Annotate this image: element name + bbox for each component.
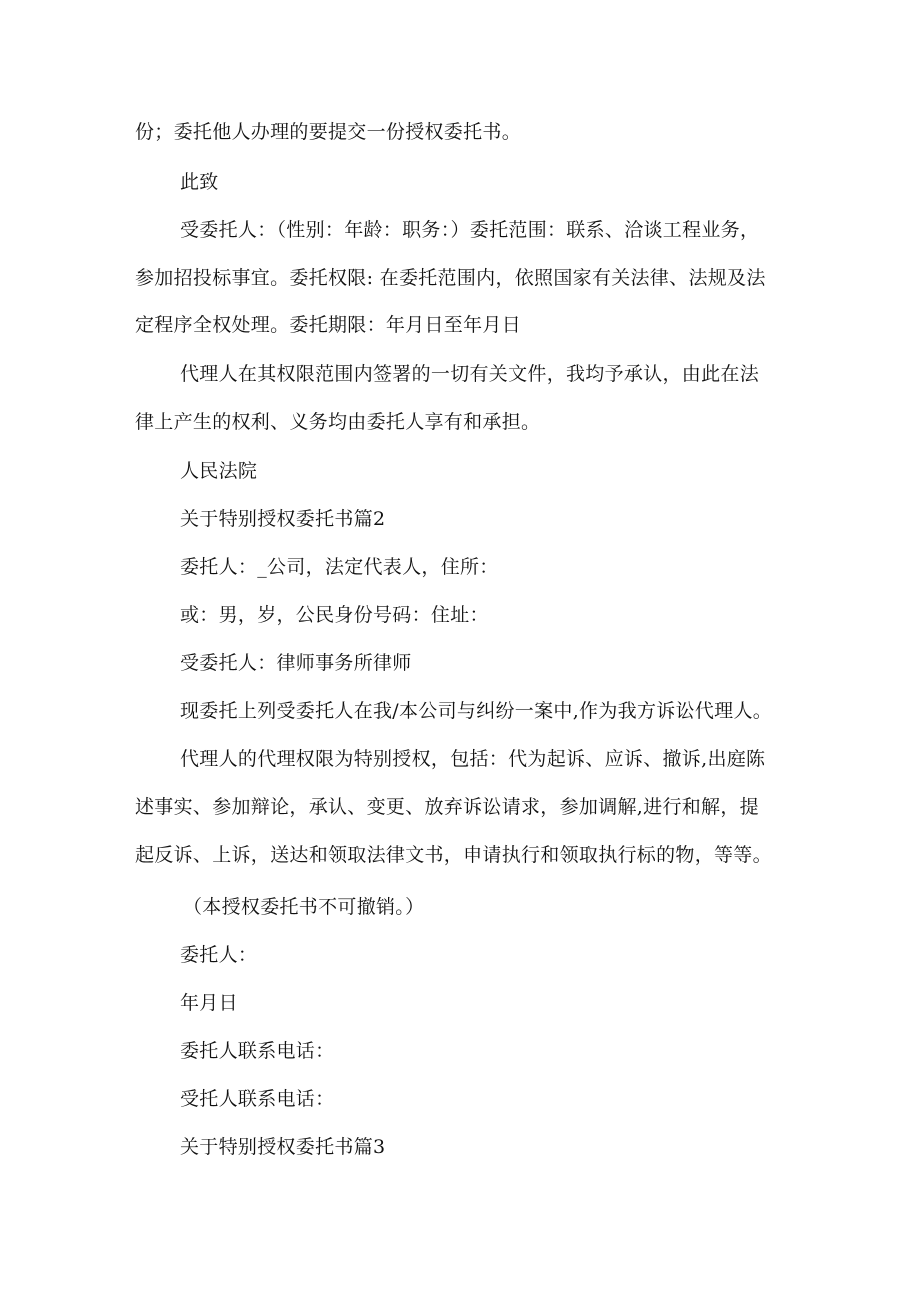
text-line-principal-sign: 委托人： xyxy=(180,944,258,966)
text-line-4: 参加招投标事宜。委托权限: 在委托范围内，依照国家有关法律、法规及法 xyxy=(135,267,766,289)
text-line-court: 人民法院 xyxy=(180,460,258,482)
text-line-1: 份；委托他人办理的要提交一份授权委托书。 xyxy=(135,121,522,143)
text-line-principal-phone: 委托人联系电话： xyxy=(180,1040,335,1062)
text-line-irrevocable: （本授权委托书不可撤销。） xyxy=(183,896,425,918)
text-line-11: 或：男，岁，公民身份号码：住址： xyxy=(180,604,489,626)
text-line-agent: 受委托人：律师事务所律师 xyxy=(180,652,412,674)
text-line-14: 代理人的代理权限为特别授权，包括：代为起诉、应诉、撤诉,出庭陈 xyxy=(180,748,766,770)
text-line-15: 述事实、参加辩论，承认、变更、放弃诉讼请求，参加调解,进行和解，提 xyxy=(135,796,759,818)
section-heading-2: 关于特别授权委托书篇2 xyxy=(180,508,386,530)
text-line-3: 受委托人：（性别：年龄：职务：）委托范围：联系、洽谈工程业务， xyxy=(180,219,760,241)
text-line-agent-phone: 受托人联系电话： xyxy=(180,1088,335,1110)
text-line-salutation: 此致 xyxy=(180,171,219,193)
text-line-5: 定程序全权处理。委托期限：年月日至年月日 xyxy=(135,314,522,336)
text-line-13: 现委托上列受委托人在我/本公司与纠纷一案中,作为我方诉讼代理人。 xyxy=(180,700,773,722)
text-line-7: 律上产生的权利、义务均由委托人享有和承担。 xyxy=(135,411,541,433)
text-line-16: 起反诉、上诉，送达和领取法律文书，申请执行和领取执行标的物，等等。 xyxy=(135,844,772,866)
text-line-date: 年月日 xyxy=(180,992,238,1014)
section-heading-3: 关于特别授权委托书篇3 xyxy=(180,1136,386,1158)
text-line-6: 代理人在其权限范围内签署的一切有关文件，我均予承认，由此在法 xyxy=(180,363,760,385)
text-line-principal: 委托人：_公司，法定代表人，住所： xyxy=(180,556,499,578)
